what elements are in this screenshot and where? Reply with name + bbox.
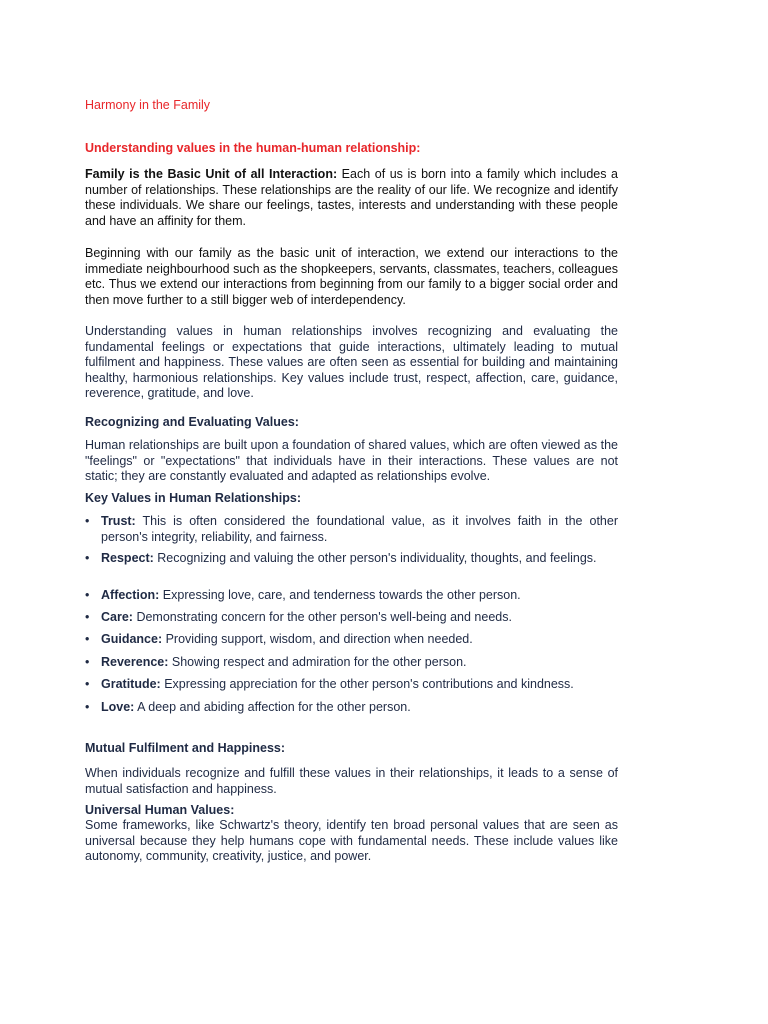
bullet-icon: •	[85, 588, 90, 602]
bullet-icon: •	[85, 551, 90, 565]
key-value-item	[85, 677, 618, 693]
key-value-description: A deep and abiding affection for the other person.	[134, 700, 411, 714]
key-value-item	[85, 514, 618, 545]
key-value-item	[85, 551, 618, 567]
key-value-item	[85, 655, 618, 671]
paragraph-lead: Family is the Basic Unit of all Interaction:	[85, 167, 338, 181]
bullet-icon: •	[85, 655, 90, 669]
heading-universal-values: Universal Human Values:	[85, 803, 235, 817]
key-value-term: Trust:	[101, 514, 136, 528]
key-value-description: Expressing love, care, and tenderness towards the other person.	[159, 588, 521, 602]
key-value-description: Showing respect and admiration for the other person.	[168, 655, 467, 669]
paragraph-recognizing-values: Human relationships are built upon a foundation of shared values, which are often viewed as the "feelings" or "expectations" that individuals have in their interactions. These values are not static; they are constantly evaluated and adapted as relationships evolve.	[85, 438, 618, 484]
key-value-item	[85, 610, 618, 626]
key-value-description: Providing support, wisdom, and direction when needed.	[162, 632, 473, 646]
paragraph-text: Each of us is born into a family which includes a number of relationships. These relationships are the reality of our life. We recognize and identify these individuals. We share our feelings, tastes, interests and understanding with these people and have an affinity for them.	[85, 167, 618, 228]
bullet-icon: •	[85, 514, 90, 528]
paragraph-mutual-fulfilment: When individuals recognize and fulfill these values in their relationships, it leads to a sense of mutual satisfaction and happiness.	[85, 766, 618, 796]
key-value-description: Recognizing and valuing the other person's individuality, thoughts, and feelings.	[153, 551, 597, 565]
heading-recognizing-values: Recognizing and Evaluating Values:	[85, 415, 299, 429]
bullet-icon: •	[85, 700, 90, 714]
heading-mutual-fulfilment: Mutual Fulfilment and Happiness:	[85, 741, 286, 755]
paragraph-understanding-values: Understanding values in human relationships involves recognizing and evaluating the fundamental feelings or expectations that guide interactions, ultimately leading to mutual fulfilment and happiness. These values are often seen as essential for building and maintaining healthy, harmonious relationships. Key values include trust, respect, affection, care, guidance, reverence, gratitude, and love.	[85, 324, 618, 401]
key-value-term: Gratitude:	[101, 677, 161, 691]
bullet-icon: •	[85, 632, 90, 646]
section-subtitle: Understanding values in the human-human relationship:	[85, 141, 421, 155]
key-value-term: Respect:	[101, 551, 154, 565]
key-value-term: Guidance:	[101, 632, 163, 646]
paragraph-universal-values: Some frameworks, like Schwartz's theory, identify ten broad personal values that are seen as universal because they help humans cope with fundamental needs. These include values like autonomy, community, creativity, justice, and power.	[85, 818, 618, 864]
paragraph-interactions: Beginning with our family as the basic unit of interaction, we extend our interactions to the immediate neighbourhood such as the shopkeepers, servants, classmates, teachers, colleagues etc. Thus we extend our interactions from beginning from our family to a bigger social order and then move further to a still bigger web of interdependency.	[85, 246, 618, 307]
key-value-description: Expressing appreciation for the other person's contributions and kindness.	[160, 677, 574, 691]
heading-key-values: Key Values in Human Relationships:	[85, 491, 302, 505]
key-value-item	[85, 588, 618, 604]
key-value-description: Demonstrating concern for the other person's well-being and needs.	[132, 610, 512, 624]
paragraph-family-unit	[85, 167, 618, 229]
key-value-item	[85, 632, 618, 648]
bullet-icon: •	[85, 610, 90, 624]
key-value-term: Affection:	[101, 588, 160, 602]
key-value-term: Love:	[101, 700, 135, 714]
bullet-icon: •	[85, 677, 90, 691]
page-title: Harmony in the Family	[85, 98, 211, 112]
key-value-term: Care:	[101, 610, 133, 624]
key-value-description: This is often considered the foundational value, as it involves faith in the other person's integrity, reliability, and fairness.	[101, 514, 618, 544]
key-value-item	[85, 700, 618, 716]
key-value-term: Reverence:	[101, 655, 169, 669]
